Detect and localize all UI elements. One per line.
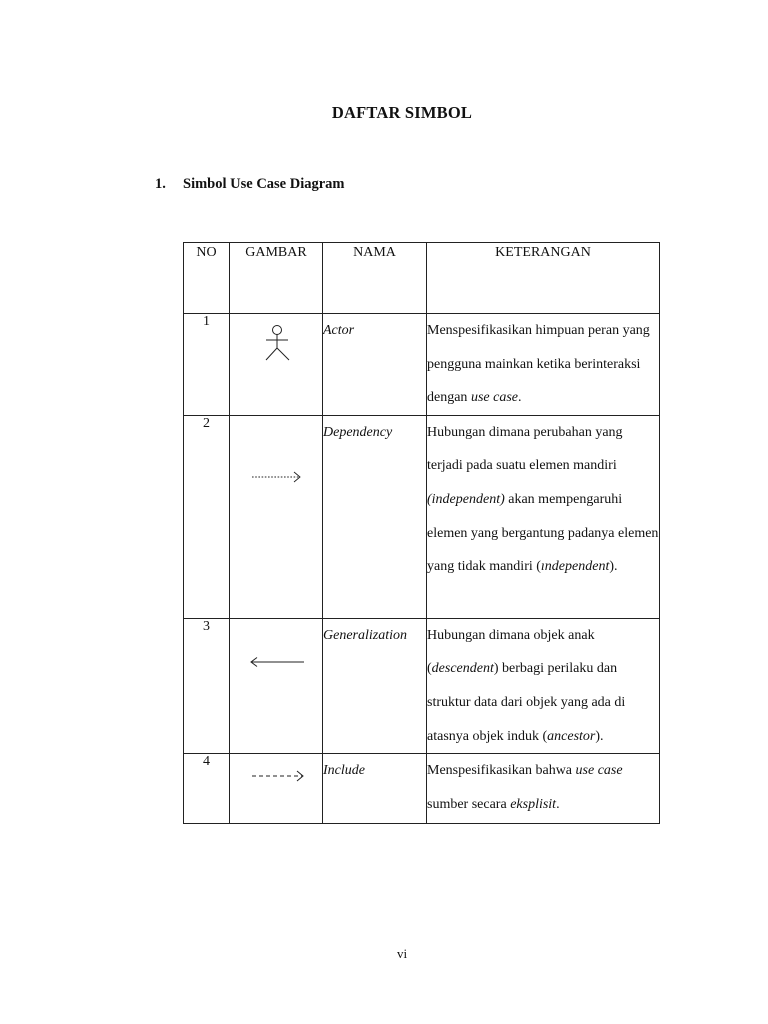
italic-term: use case bbox=[470, 390, 518, 406]
section-heading bbox=[155, 176, 345, 193]
actor-icon bbox=[262, 322, 302, 366]
row-image bbox=[230, 618, 323, 753]
row-image bbox=[230, 314, 323, 416]
row-image bbox=[230, 754, 323, 824]
row-name: Dependency bbox=[323, 415, 427, 618]
page-number: vi bbox=[396, 946, 408, 961]
description-text: Menspesifikasikan bahwa bbox=[427, 763, 576, 779]
italic-term: (independent) bbox=[427, 491, 505, 507]
header-no: NO bbox=[184, 243, 230, 314]
table-header-row bbox=[184, 243, 660, 314]
section-number: 1. bbox=[155, 176, 166, 192]
generalization-arrow-icon bbox=[248, 655, 308, 669]
header-gambar: GAMBAR bbox=[230, 243, 323, 314]
row-name: Include bbox=[323, 754, 427, 824]
page-title: DAFTAR SIMBOL bbox=[331, 103, 473, 122]
row-number: 1 bbox=[184, 314, 230, 416]
symbol-table bbox=[183, 242, 660, 824]
table-row bbox=[184, 415, 660, 618]
header-nama: NAMA bbox=[323, 243, 427, 314]
header-keterangan: KETERANGAN bbox=[427, 243, 660, 314]
italic-term: ancestor bbox=[547, 728, 596, 744]
description-text: akan mempengaruhi elemen yang bergantung padanya elemen yang tidak mandiri ( bbox=[427, 491, 659, 575]
dependency-arrow-icon bbox=[250, 470, 306, 484]
row-description bbox=[427, 754, 660, 824]
table-row bbox=[184, 754, 660, 824]
row-number: 3 bbox=[184, 618, 230, 753]
row-description bbox=[427, 618, 660, 753]
description-text: sumber secara bbox=[427, 796, 511, 812]
row-number: 2 bbox=[184, 415, 230, 618]
table-row bbox=[184, 314, 660, 416]
row-description bbox=[427, 415, 660, 618]
row-name: Actor bbox=[323, 314, 427, 416]
description-text: ) berbagi perilaku dan struktur data dari objek yang ada di atasnya objek induk ( bbox=[427, 661, 626, 744]
row-description bbox=[427, 314, 660, 416]
table-row bbox=[184, 618, 660, 753]
row-number: 4 bbox=[184, 754, 230, 824]
description-text: ). bbox=[609, 559, 618, 575]
row-image bbox=[230, 415, 323, 618]
italic-term: ındependent bbox=[540, 559, 610, 575]
italic-term: use case bbox=[575, 763, 623, 779]
row-name: Generalization bbox=[323, 618, 427, 753]
italic-term: eksplisit bbox=[510, 796, 557, 812]
italic-term: descendent bbox=[431, 661, 494, 677]
include-arrow-icon bbox=[250, 769, 310, 783]
description-text: . bbox=[556, 796, 560, 812]
description-text: Menspesifikasikan himpuan peran yang pengguna mainkan ketika berinteraksi dengan bbox=[427, 323, 650, 406]
description-text: Hubungan dimana objek anak ( bbox=[427, 627, 595, 677]
section-title: Simbol Use Case Diagram bbox=[183, 176, 345, 192]
description-text: Hubungan dimana perubahan yang terjadi pada suatu elemen mandiri bbox=[427, 424, 623, 474]
description-text: . bbox=[517, 390, 522, 406]
description-text: ). bbox=[595, 728, 604, 744]
